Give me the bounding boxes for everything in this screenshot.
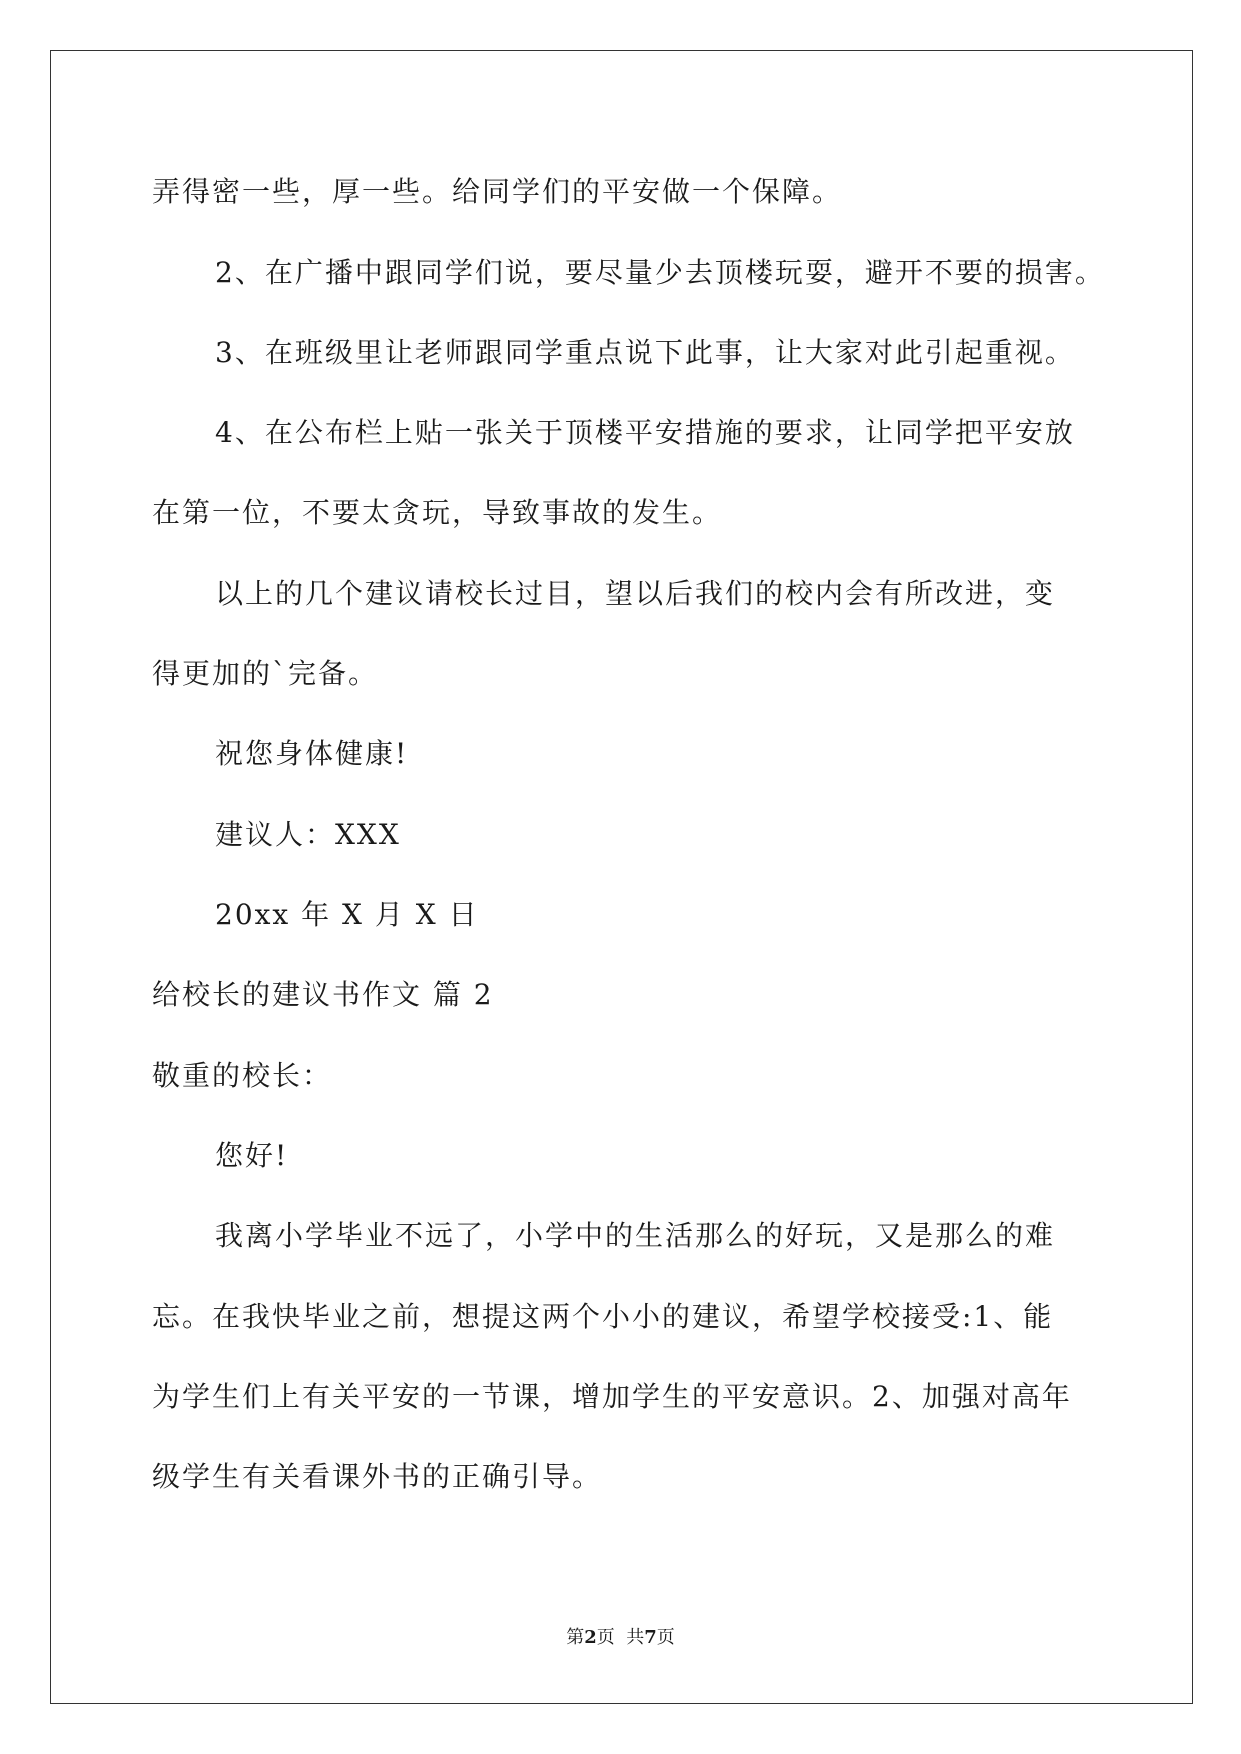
footer-middle: 页 共 (596, 1627, 645, 1648)
body-line-15: 忘。在我快毕业之前，想提这两个小小的建议，希望学校接受:1、能 (152, 1300, 1054, 1333)
body-line-16: 为学生们上有关平安的一节课，增加学生的平安意识。2、加强对高年 (152, 1380, 1072, 1413)
body-line-6: 以上的几个建议请校长过目，望以后我们的校内会有所改进，变 (215, 577, 1056, 610)
body-line-17: 级学生有关看课外书的正确引导。 (152, 1460, 603, 1493)
body-line-3: 3、在班级里让老师跟同学重点说下此事，让大家对此引起重视。 (215, 336, 1075, 369)
body-line-7: 得更加的`完备。 (152, 657, 379, 690)
page-footer (0, 1626, 1241, 1650)
body-line-4: 4、在公布栏上贴一张关于顶楼平安措施的要求，让同学把平安放 (215, 416, 1075, 449)
current-page-number: 2 (584, 1627, 597, 1648)
body-line-1: 弄得密一些，厚一些。给同学们的平安做一个保障。 (152, 175, 843, 208)
section-heading: 给校长的建议书作文 篇 2 (152, 978, 494, 1011)
closing-wish: 祝您身体健康! (215, 737, 409, 770)
salutation: 敬重的校长： (152, 1059, 333, 1092)
signer-line: 建议人：XXX (215, 818, 401, 851)
greeting: 您好! (215, 1139, 289, 1172)
footer-prefix: 第 (566, 1627, 585, 1648)
total-pages-number: 7 (644, 1627, 657, 1648)
footer-suffix: 页 (656, 1627, 675, 1648)
body-line-5: 在第一位，不要太贪玩，导致事故的发生。 (152, 496, 723, 529)
body-line-2: 2、在广播中跟同学们说，要尽量少去顶楼玩耍，避开不要的损害。 (215, 256, 1105, 289)
date-line: 20xx 年 X 月 X 日 (215, 898, 479, 931)
body-line-14: 我离小学毕业不远了，小学中的生活那么的好玩，又是那么的难 (215, 1219, 1056, 1252)
page-frame (50, 50, 1193, 1704)
